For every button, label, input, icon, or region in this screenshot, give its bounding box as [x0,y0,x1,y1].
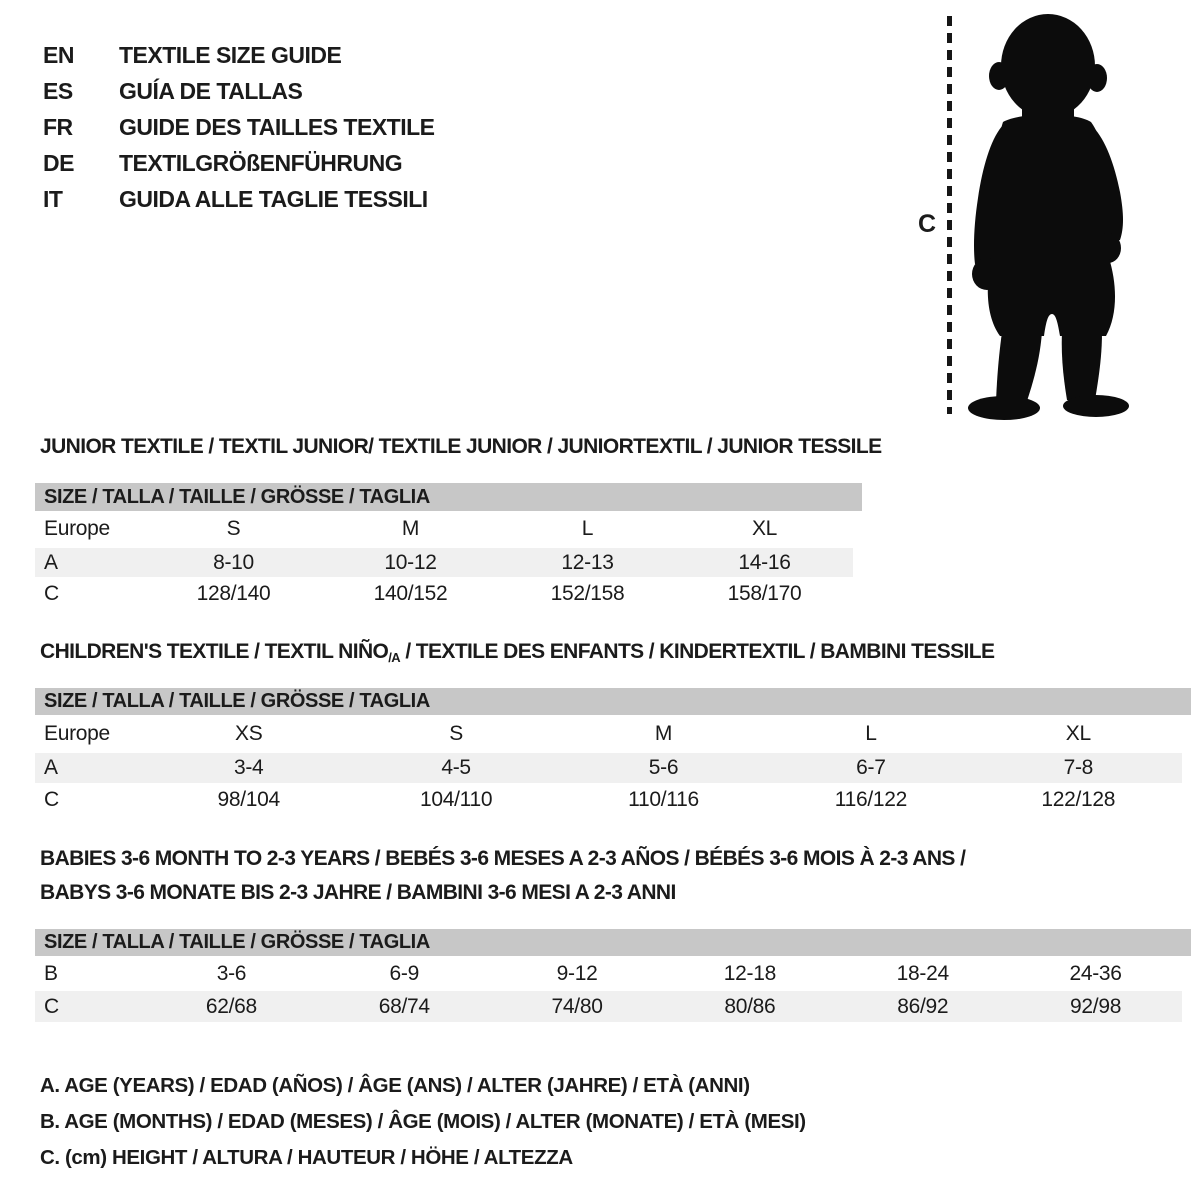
children-title-prefix: CHILDREN'S TEXTILE / TEXTIL NIÑO [40,640,389,663]
toddler-silhouette-svg [958,12,1142,420]
value-cell: 98/104 [217,787,280,811]
value-cell: 3-6 [216,961,247,985]
value-cell: 8-10 [213,550,254,574]
row-label: A [44,550,58,574]
legend-line-c: C. (cm) HEIGHT / ALTURA / HAUTEUR / HÖHE / ALTEZZA [40,1146,573,1169]
row-label: Europe [44,517,110,540]
size-cell: M [654,721,673,745]
value-cell: 140/152 [373,581,448,605]
height-measure-label: C [918,210,937,238]
language-code: IT [43,185,63,212]
value-cell: 6-7 [856,756,886,779]
value-cell: 24-36 [1069,961,1122,985]
junior-europe-row [35,513,853,545]
value-cell: 80/86 [724,994,776,1018]
children-age-row [35,753,1182,783]
value-cell: 104/110 [419,787,493,811]
size-cell: S [226,517,241,540]
children-title-suffix: / TEXTILE DES ENFANTS / KINDERTEXTIL / BAMBINI TESSILE [400,640,995,663]
junior-section-title: JUNIOR TEXTILE / TEXTIL JUNIOR/ TEXTILE JUNIOR / JUNIORTEXTIL / JUNIOR TESSILE [40,435,882,458]
value-cell: 6-9 [389,961,419,985]
guide-title-it: GUIDA ALLE TAGLIE TESSILI [119,185,428,212]
language-row-fr [43,109,435,145]
toddler-silhouette-image [958,12,1142,420]
babies-height-row [35,991,1182,1022]
language-code: DE [43,149,74,176]
value-cell: 62/68 [205,994,257,1018]
size-cell: M [401,517,420,540]
guide-title-de: TEXTILGRÖßENFÜHRUNG [119,149,403,176]
size-header-text: SIZE / TALLA / TAILLE / GRÖSSE / TAGLIA [44,485,430,508]
row-label: B [44,961,58,985]
guide-title-fr: GUIDE DES TAILLES TEXTILE [119,113,435,140]
children-section-title [40,639,994,670]
children-europe-row [35,717,1182,750]
size-cell: XL [751,517,778,540]
row-label: A [44,756,58,779]
value-cell: 158/170 [727,581,802,605]
row-label: Europe [44,721,110,745]
value-cell: 128/140 [196,581,271,605]
value-cell: 110/116 [628,787,699,811]
value-cell: 5-6 [648,756,679,779]
row-label: C [44,994,59,1018]
value-cell: 74/80 [551,994,603,1018]
value-cell: 9-12 [556,961,598,985]
junior-size-header-bar [35,483,862,511]
size-cell: XL [1065,721,1091,745]
language-row-en [43,37,435,73]
language-code: ES [43,77,73,104]
size-header-text: SIZE / TALLA / TAILLE / GRÖSSE / TAGLIA [44,690,430,712]
height-measure-dashed-line [947,16,952,414]
language-title-list [43,37,435,217]
babies-months-row [35,957,1182,990]
value-cell: 68/74 [378,994,430,1018]
language-code: EN [43,41,74,68]
language-row-de [43,145,435,181]
size-cell: L [865,721,877,745]
size-cell: L [581,517,594,540]
value-cell: 152/158 [550,581,625,605]
value-cell: 14-16 [738,550,791,574]
language-code: FR [43,113,73,140]
legend-line-a: A. AGE (YEARS) / EDAD (AÑOS) / ÂGE (ANS) / ALTER (JAHRE) / ETÀ (ANNI) [40,1074,750,1097]
junior-height-row [35,578,853,609]
row-label: C [44,787,59,811]
junior-age-row [35,548,853,577]
value-cell: 12-13 [561,550,614,574]
language-row-es [43,73,435,109]
value-cell: 92/98 [1070,994,1122,1018]
children-height-row [35,784,1182,815]
value-cell: 18-24 [896,961,949,985]
size-header-text: SIZE / TALLA / TAILLE / GRÖSSE / TAGLIA [44,931,430,953]
legend-block [40,1068,806,1176]
size-cell: S [449,721,463,745]
value-cell: 10-12 [384,550,437,574]
value-cell: 12-18 [723,961,777,985]
babies-section-title-line1: BABIES 3-6 MONTH TO 2-3 YEARS / BEBÉS 3-6 MESES A 2-3 AÑOS / BÉBÉS 3-6 MOIS À 2-3 ANS / [40,847,966,870]
legend-line-b: B. AGE (MONTHS) / EDAD (MESES) / ÂGE (MOIS) / ALTER (MONATE) / ETÀ (MESI) [40,1110,806,1133]
size-cell: XS [234,721,263,745]
row-label: C [44,581,59,605]
value-cell: 4-5 [441,756,471,779]
value-cell: 86/92 [897,994,949,1018]
children-size-header-bar [35,688,1191,715]
guide-title-es: GUÍA DE TALLAS [119,77,303,104]
value-cell: 3-4 [233,756,264,779]
value-cell: 116/122 [834,787,908,811]
language-row-it [43,181,435,217]
children-title-subscript: /A [388,650,401,665]
guide-title-en: TEXTILE SIZE GUIDE [119,41,342,68]
value-cell: 122/128 [1041,787,1116,811]
babies-size-header-bar [35,929,1191,956]
value-cell: 7-8 [1063,756,1094,779]
babies-section-title-line2: BABYS 3-6 MONATE BIS 2-3 JAHRE / BAMBINI 3-6 MESI A 2-3 ANNI [40,881,676,904]
